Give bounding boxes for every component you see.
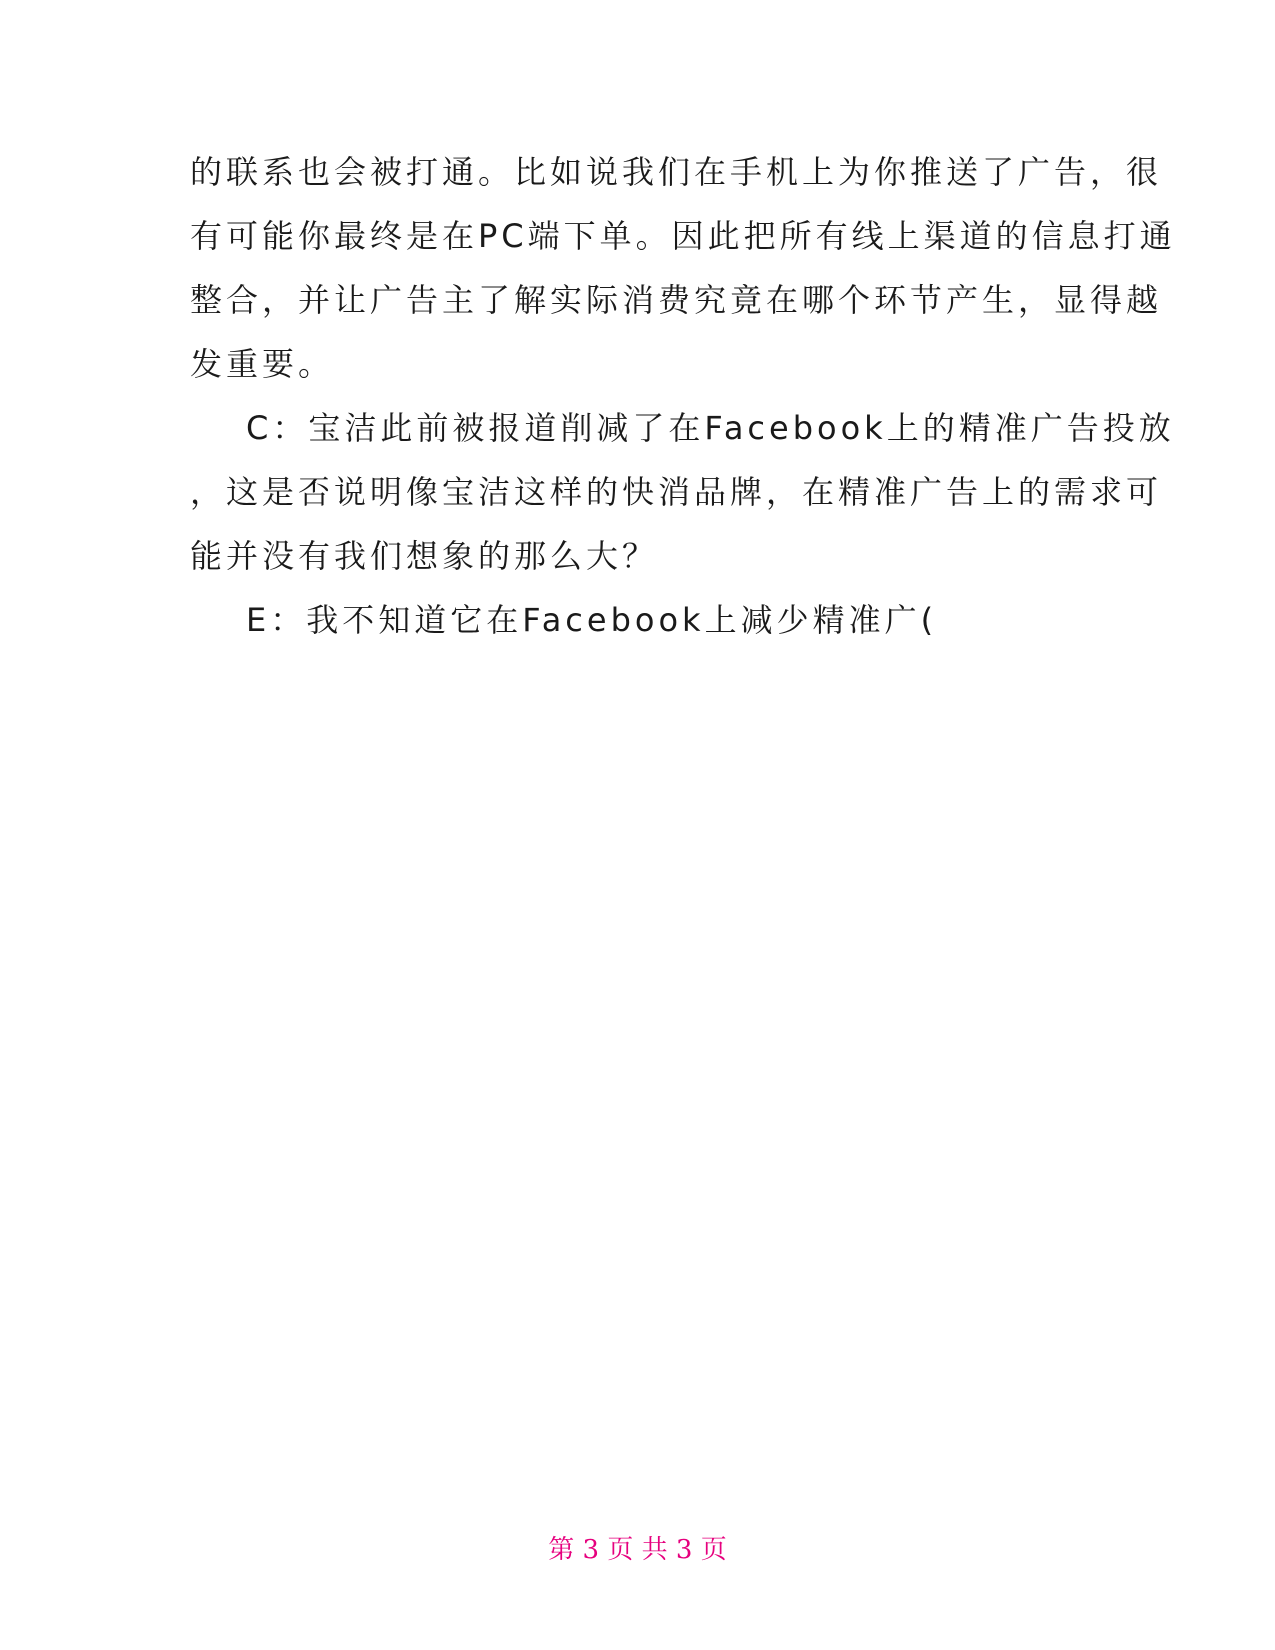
paragraph-line: 有可能你最终是在PC端下单。因此把所有线上渠道的信息打通	[190, 217, 1176, 255]
paragraph-line: C：宝洁此前被报道削减了在Facebook上的精准广告投放	[246, 409, 1175, 447]
paragraph-line: 整合，并让广告主了解实际消费究竟在哪个环节产生，显得越	[190, 281, 1163, 319]
page-number-footer: 第 3 页 共 3 页	[548, 1535, 727, 1565]
paragraph-line: 能并没有我们想象的那么大？	[190, 537, 659, 575]
paragraph-line: 发重要。	[190, 345, 335, 383]
paragraph-line: ，这是否说明像宝洁这样的快消品牌，在精准广告上的需求可	[190, 473, 1163, 511]
paragraph-line: E：我不知道它在Facebook上减少精准广(	[246, 601, 938, 639]
paragraph-line: 的联系也会被打通。比如说我们在手机上为你推送了广告，很	[190, 153, 1163, 191]
